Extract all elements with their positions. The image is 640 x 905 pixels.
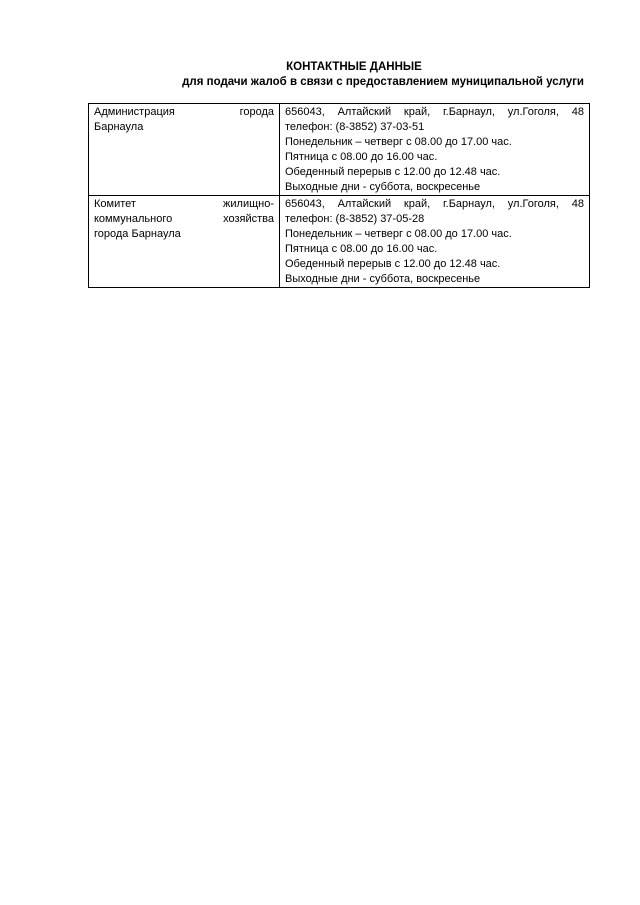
schedule-line: Пятница с 08.00 до 16.00 час. bbox=[285, 151, 438, 163]
lunch-break-line: Обеденный перерыв с 12.00 до 12.48 час. bbox=[285, 258, 501, 270]
organization-name-line: Администрация города bbox=[94, 106, 274, 118]
address-line: 656043, Алтайский край, г.Барнаул, ул.Гоголя, 48 bbox=[285, 106, 584, 118]
document-subtitle: для подачи жалоб в связи с предоставлением муниципальной услуги bbox=[182, 76, 584, 88]
organization-name-line: коммунального хозяйства bbox=[94, 213, 274, 225]
phone-line: телефон: (8-3852) 37-05-28 bbox=[285, 213, 425, 225]
contact-info-cell bbox=[280, 196, 590, 288]
schedule-line: Пятница с 08.00 до 16.00 час. bbox=[285, 243, 438, 255]
organization-cell bbox=[89, 104, 280, 196]
schedule-line: Понедельник – четверг с 08.00 до 17.00 час. bbox=[285, 136, 512, 148]
address-line: 656043, Алтайский край, г.Барнаул, ул.Гоголя, 48 bbox=[285, 198, 584, 210]
document-title: КОНТАКТНЫЕ ДАННЫЕ bbox=[286, 61, 422, 73]
days-off-line: Выходные дни - суббота, воскресенье bbox=[285, 273, 481, 285]
table-row bbox=[89, 196, 590, 288]
days-off-line: Выходные дни - суббота, воскресенье bbox=[285, 181, 481, 193]
contact-info-cell bbox=[280, 104, 590, 196]
contacts-table bbox=[88, 103, 590, 288]
lunch-break-line: Обеденный перерыв с 12.00 до 12.48 час. bbox=[285, 166, 501, 178]
organization-name-line: Комитет жилищно- bbox=[94, 198, 274, 210]
schedule-line: Понедельник – четверг с 08.00 до 17.00 час. bbox=[285, 228, 512, 240]
table-row bbox=[89, 104, 590, 196]
organization-name-line: города Барнаула bbox=[94, 228, 181, 240]
organization-cell bbox=[89, 196, 280, 288]
organization-name-line: Барнаула bbox=[94, 121, 144, 133]
phone-line: телефон: (8-3852) 37-03-51 bbox=[285, 121, 425, 133]
